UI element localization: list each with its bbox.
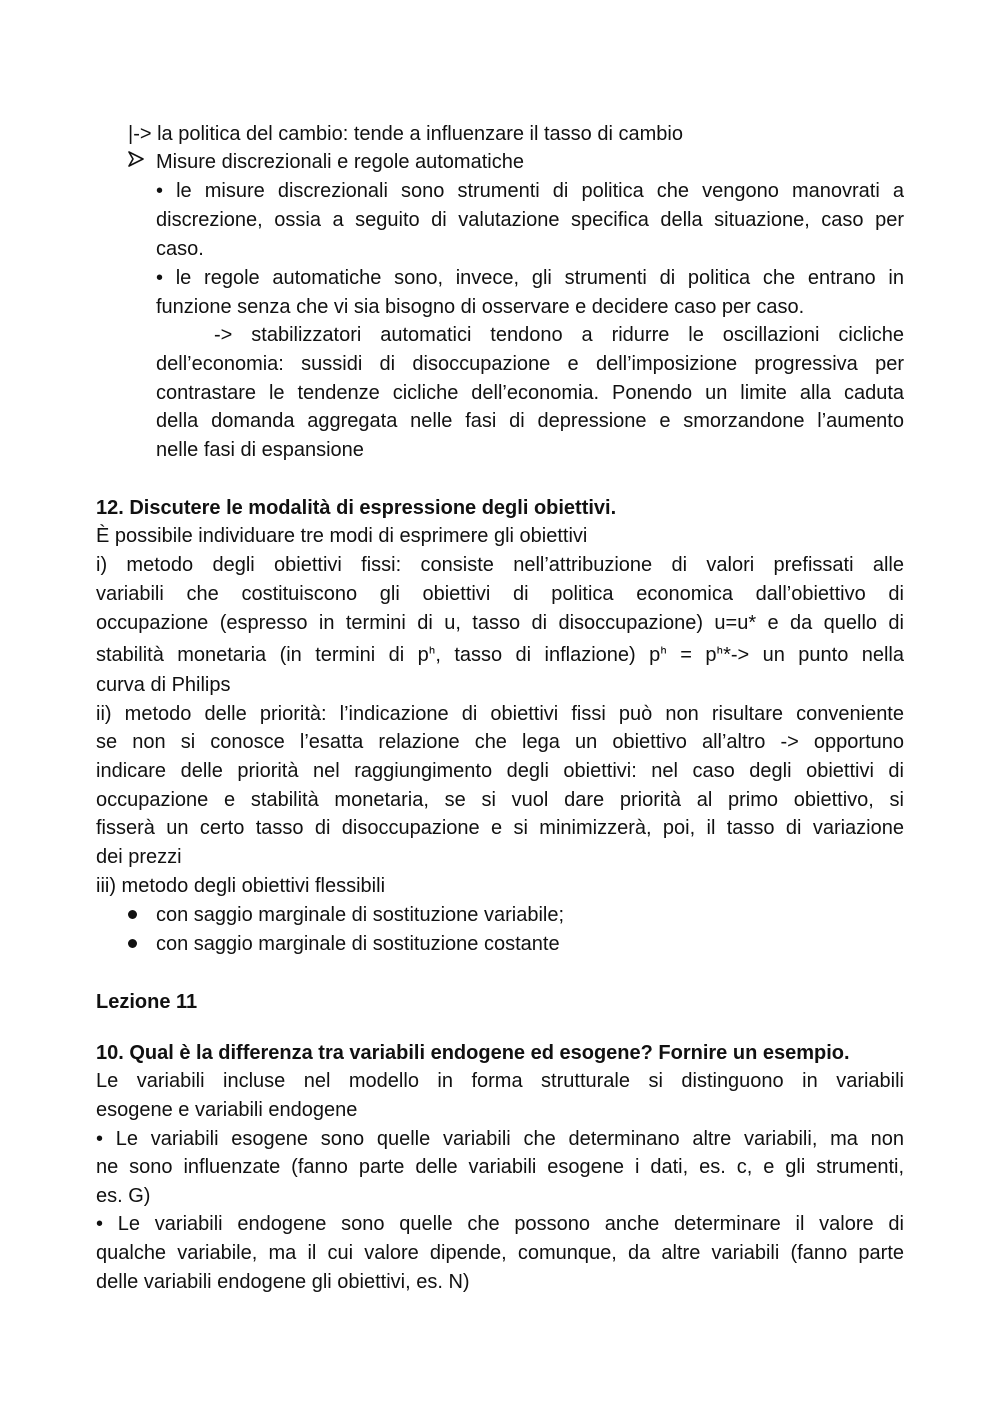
lesson-title: Lezione 11 <box>96 991 198 1013</box>
text-line: qualche variabile, ma il cui valore dipende, comunque, da altre variabili (fanno parte <box>96 1242 904 1264</box>
text-line: iii) metodo degli obiettivi flessibili <box>96 875 386 897</box>
text-line: curva di Philips <box>96 674 231 696</box>
text-line: discrezione, ossia a seguito di valutazione specifica della situazione, caso per <box>156 209 904 231</box>
text-line: fisserà un certo tasso di disoccupazione e si minimizzerà, poi, il tasso di variazione <box>96 817 904 839</box>
text-line: della domanda aggregata nelle fasi di depressione e smorzandone l’aumento <box>156 410 904 432</box>
question-heading: 12. Discutere le modalità di espressione degli obiettivi. <box>96 497 617 519</box>
bullet-dot-icon <box>128 939 137 948</box>
text-line: variabili che costituiscono gli obiettivi di politica economica dall’obiettivo di <box>96 583 904 605</box>
text-line: i) metodo degli obiettivi fissi: consiste nell’attribuzione di valori prefissati alle <box>96 554 904 576</box>
text-line: indicare delle priorità nel raggiungimento degli obiettivi: nel caso degli obiettivi di <box>96 760 904 782</box>
text-line: -> stabilizzatori automatici tendono a ridurre le oscillazioni cicliche <box>214 324 904 346</box>
question-heading: 10. Qual è la differenza tra variabili endogene ed esogene? Fornire un esempio. <box>96 1042 850 1064</box>
text-line: • le regole automatiche sono, invece, gli strumenti di politica che entrano in <box>156 267 904 289</box>
text-line: occupazione (espresso in termini di u, tasso di disoccupazione) u=u* e da quello di <box>96 612 904 634</box>
text-line: • Le variabili esogene sono quelle variabili che determinano altre variabili, ma non <box>96 1128 904 1150</box>
text-line: È possibile individuare tre modi di esprimere gli obiettivi <box>96 525 588 547</box>
text-line: Le variabili incluse nel modello in forma strutturale si distinguono in variabili <box>96 1070 904 1092</box>
text-line: se non si conosce l’esatta relazione che lega un obiettivo all’altro -> opportuno <box>96 731 904 753</box>
text-line: dell’economia: sussidi di disoccupazione e dell’imposizione progressiva per <box>156 353 904 375</box>
text-line: ii) metodo delle priorità: l’indicazione di obiettivi fissi può non risultare conveniente <box>96 703 904 725</box>
text-line: occupazione e stabilità monetaria, se si vuol dare priorità al primo obiettivo, si <box>96 789 904 811</box>
text-line: funzione senza che vi sia bisogno di osservare e decidere caso per caso. <box>156 296 805 318</box>
text-line: caso. <box>156 238 204 260</box>
arrow-bullet-icon <box>128 151 144 167</box>
text-line: es. G) <box>96 1185 151 1207</box>
text-line: nelle fasi di espansione <box>156 439 364 461</box>
text-line: contrastare le tendenze cicliche dell’economia. Ponendo un limite alla caduta <box>156 382 904 404</box>
list-item: con saggio marginale di sostituzione variabile; <box>156 904 565 926</box>
subheading-line: Misure discrezionali e regole automatiche <box>156 151 524 173</box>
text-line: • Le variabili endogene sono quelle che possono anche determinare il valore di <box>96 1213 904 1235</box>
text-line: delle variabili endogene gli obiettivi, es. N) <box>96 1271 470 1293</box>
text-line: dei prezzi <box>96 846 182 868</box>
bullet-dot-icon <box>128 910 137 919</box>
text-line: • le misure discrezionali sono strumenti di politica che vengono manovrati a <box>156 180 904 202</box>
text-line: |-> la politica del cambio: tende a influenzare il tasso di cambio <box>128 123 683 145</box>
text-line: ne sono influenzate (fanno parte delle variabili esogene i dati, es. c, e gli strumenti, <box>96 1156 904 1178</box>
text-line: esogene e variabili endogene <box>96 1099 358 1121</box>
list-item: con saggio marginale di sostituzione costante <box>156 933 560 955</box>
text-line: stabilità monetaria (in termini di pᑋ, tasso di inflazione) pᑋ = pᑋ*-> un punto nella <box>96 644 904 666</box>
